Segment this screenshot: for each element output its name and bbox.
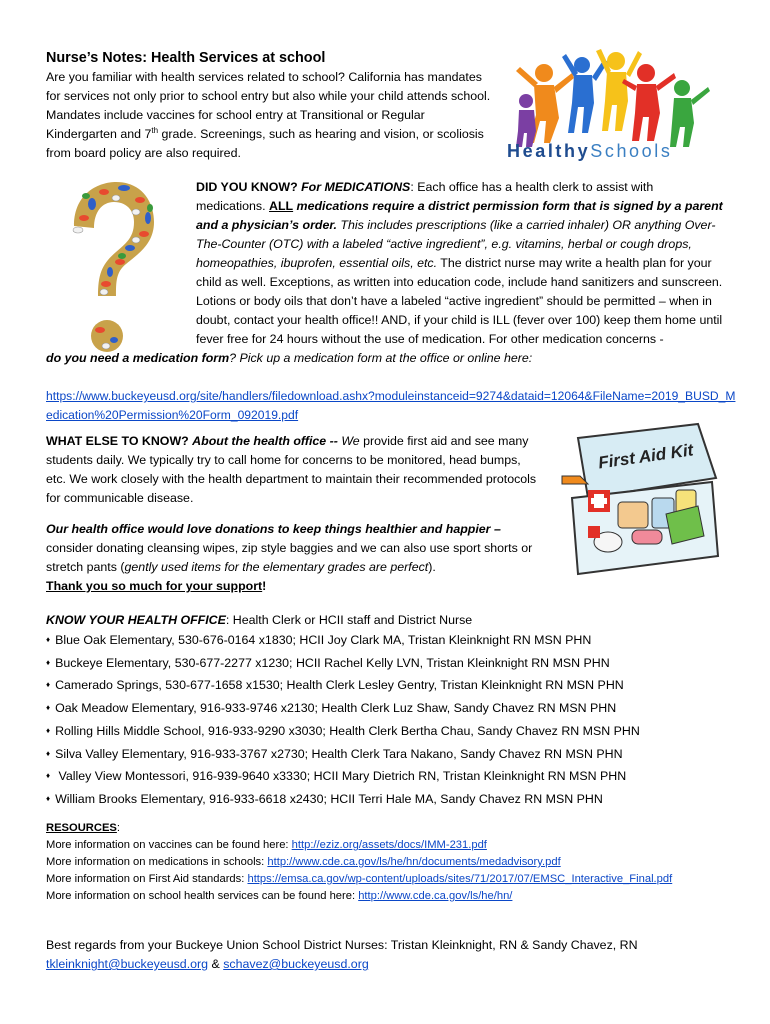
resources-section: RESOURCES: More information on vaccines can be found here: http://eziz.org/assets/docs/IMM-231.pdf More information on medications in schools: http://www.cde.ca.gov/ls/he/hn/documents/medadvisory.pdf More information on First Aid standards: https://emsa.ca.gov/wp-content/uploads/sites/71/2017/07/EMSC_Interactive_Final.pdf More information on school health services can be found here: http://www.cde.ca.gov/ls/he/hn/ [46,822,673,902]
pill-question-mark-icon [60,178,160,370]
list-item: ♦ Blue Oak Elementary, 530-676-0164 x1830; HCII Joy Clark MA, Tristan Kleinknight RN MSN PHN [46,630,746,653]
list-item: ♦ Camerado Springs, 530-677-1658 x1530; Health Clerk Lesley Gentry, Tristan Kleinknight RN MSN PHN [46,675,746,698]
medication-form-link[interactable]: https://www.buckeyeusd.org/site/handlers/filedownload.ashx?moduleinstanceid=9274&dataid=12064&FileName=2019_BUSD_Medication%20Permission%20Form_092019.pdf [46,389,736,422]
list-item: ♦ William Brooks Elementary, 916-933-6618 x2430; HCII Terri Hale MA, Sandy Chavez RN MSN PHN [46,789,746,812]
email-link-chavez[interactable]: schavez@buckeyeusd.org [223,957,369,971]
first-aid-link[interactable]: https://emsa.ca.gov/wp-content/uploads/sites/71/2017/07/EMSC_Interactive_Final.pdf [247,873,673,885]
logo-wordmark: HealthySchools [507,141,673,161]
medications-paragraph-continued: do you need a medication form? Pick up a medication form at the office or online here: [46,351,533,365]
list-item: ♦ Oak Meadow Elementary, 916-933-9746 x2130; Health Clerk Luz Shaw, Sandy Chavez RN MSN PHN [46,698,746,721]
list-item: ♦ Rolling Hills Middle School, 916-933-9290 x3030; Health Clerk Bertha Chau, Sandy Chavez RN MSN PHN [46,721,746,744]
closing-signature: Best regards from your Buckeye Union School District Nurses: Tristan Kleinknight, RN & Sandy Chavez, RN tkleinknight@buckeyeusd.org & schavez@buckeyeusd.org [46,938,638,971]
email-link-kleinknight[interactable]: tkleinknight@buckeyeusd.org [46,957,209,971]
page-title: Nurse’s Notes: Health Services at school [46,50,326,66]
school-contact-list [46,630,746,812]
jumping-kids-figures [516,49,710,147]
school-health-services-link[interactable]: http://www.cde.ca.gov/ls/he/hn/ [358,890,513,902]
list-item: ♦ Valley View Montessori, 916-939-9640 x3330; HCII Mary Dietrich RN, Tristan Kleinknight RN MSN PHN [46,766,746,789]
resources-heading: RESOURCES [46,822,117,834]
list-item: ♦ Silva Valley Elementary, 916-933-3767 x2730; Health Clerk Tara Nakano, Sandy Chavez RN MSN PHN [46,744,746,767]
medications-link[interactable]: http://www.cde.ca.gov/ls/he/hn/documents/medadvisory.pdf [267,856,561,868]
first-aid-kit-icon [548,418,728,584]
medications-paragraph: DID YOU KNOW? For MEDICATIONS: Each office has a health clerk to assist with medications. ALL medications require a district permission form that is signed by a parent and a physician’s order. This includes prescriptions (like a carried inhaler) OR anything Over-The-Counter (OTC) with a labeled “active ingredient”, e.g. vitamins, herbal or cough drops, homeopathies, ibuprofen, essential oils, etc. The district nurse may write a health plan for your child as well. Exceptions, as written into education code, include hand sanitizers and sunscreen. Lotions or body oils that don’t have a labeled “active ingredient” should be permitted – when in doubt, contact your health office!! AND, if your child is ILL (fever over 100) keep them home until fever free for 24 hours without the use of medication. For other medication concerns - [196,180,723,346]
health-office-paragraph: WHAT ELSE TO KNOW? About the health office -- We provide first aid and see many students daily. We typically try to call home for concerns to be monitored, head bumps, etc. We work closely with the health department to maintain their recommended protocols for communicable disease. [46,434,537,505]
vaccines-link[interactable]: http://eziz.org/assets/docs/IMM-231.pdf [291,839,487,851]
list-item: ♦ Buckeye Elementary, 530-677-2277 x1230; HCII Rachel Kelly LVN, Tristan Kleinknight RN MSN PHN [46,653,746,676]
donations-paragraph: Our health office would love donations to keep things healthier and happier – consider donating cleansing wipes, zip style baggies and we can also use sport shorts or stretch pants (gently used items for the elementary grades are perfect). Thank you so much for your support! [46,522,533,593]
know-your-health-office: KNOW YOUR HEALTH OFFICE: Health Clerk or HCII staff and District Nurse ♦ Blue Oak Elementary, 530-676-0164 x1830; HCII Joy Clark MA, Tristan Kleinknight RN MSN PHN ♦ Buckeye Elementary, 530-677-2277 x1230; HCII Rachel Kelly LVN, Tristan Kleinknight RN MSN PHN ♦ Camerado Springs, 530-677-1658 x1530; Health Clerk Lesley Gentry, Tristan Kleinknight RN MSN PHN ♦ Oak Meadow Elementary, 916-933-9746 x2130; Health Clerk Luz Shaw, Sandy Chavez RN MSN PHN ♦ Rolling Hills Middle School, 916-933-9290 x3030; Health Clerk Bertha Chau, Sandy Chavez RN MSN PHN ♦ Silva Valley Elementary, 916-933-3767 x2730; Health Clerk Tara Nakano, Sandy Chavez RN MSN PHN ♦ Valley View Montessori, 916-939-9640 x3330; HCII Mary Dietrich RN, Tristan Kleinknight RN MSN PHN ♦ William Brooks Elementary, 916-933-6618 x2430; HCII Terri Hale MA, Sandy Chavez RN MSN PHN [46,611,746,812]
kit-label: First Aid Kit [596,440,695,473]
intro-paragraph: Are you familiar with health services related to school? California has mandates for services not only prior to school entry but also while your child attends school. Mandates include vaccines for school entry at Transitional or Regular Kindergarten and 7th grade. Screenings, such as hearing and vision, or scoliosis from board policy are also required. [46,70,491,160]
